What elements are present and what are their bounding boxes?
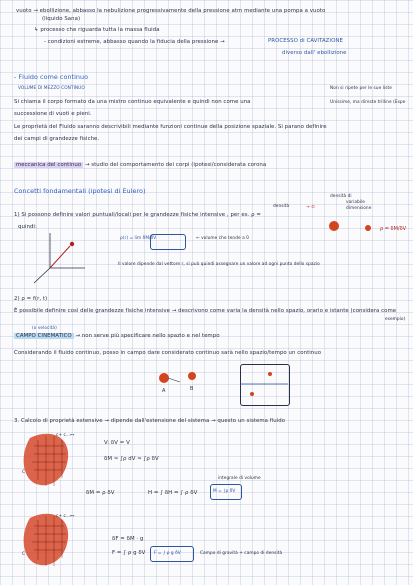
svg-text:A: A xyxy=(162,388,166,394)
density-label: densità xyxy=(273,204,290,209)
concepts-title: Concetti fondamentali (ipotesi di Eulero) xyxy=(14,187,146,195)
fluid-volume-sketch-1 xyxy=(20,428,80,498)
text-line-3: ↳ processo che riguarda tutta la massa fluida xyxy=(34,27,160,33)
concept-1-note: Il valore dipende dal vettore r, si può quindi assegnare un valore ad ogni punto dello spazio xyxy=(118,262,320,267)
equation-note-2: Campo di gravità + campo di densità xyxy=(200,551,283,556)
campo-line xyxy=(14,333,220,339)
paragraph-2: successione di vuoti e pieni. xyxy=(14,111,92,117)
continuum-mechanics-highlight: meccanica del continuo xyxy=(16,162,82,168)
concept-3-end: esempio) xyxy=(385,317,406,322)
concept-1-quindi: quindi: xyxy=(18,224,37,230)
process-title: PROCESSO di CAVITAZIONE xyxy=(268,38,343,44)
right-label-3: dimensione xyxy=(346,206,372,211)
axis-sketch xyxy=(30,228,90,288)
highlight-line xyxy=(14,162,266,168)
paragraph-1: Si chiama il corpo formato da una mistro continuo equivalente e quindi non come una xyxy=(14,99,251,105)
text-line-1: vuoto → ebollizione, abbasso la nebulizione progressivamente della pressione atm mediante una pompa a vuoto xyxy=(16,8,326,14)
volume-note: ← volume che tende a 0 xyxy=(196,236,249,241)
paragraph-3: Le proprietà del Fluido saranno descrivibili mediante funzioni continue della posizione spaziale. Si parano definire xyxy=(14,124,327,130)
equation-8: F = ∫ ρ g δV xyxy=(154,551,181,556)
text-line-4: - condizioni estreme, abbasso quando la fiducia della pressione → xyxy=(44,39,225,45)
campo-rest: → non serve più specificare nello spazio e nel tempo xyxy=(75,333,220,339)
equation-6: δF = δM · g xyxy=(112,536,144,542)
right-note-2: Unissime, ma direste trilline (Espe xyxy=(330,100,406,105)
process-subtitle: diverso dall' ebollizione xyxy=(282,50,347,56)
equation-note: integrale di volume xyxy=(218,476,261,481)
density-mark: → ⊙ xyxy=(306,205,315,210)
container-particles xyxy=(240,364,288,404)
equation-5: M = ∫ρ δV xyxy=(213,489,236,494)
section-3: 3. Calcolo di proprietà estensive → dipende dall'estensione del sistema → questo un sistema fluido xyxy=(14,418,286,424)
right-note-1: Non si ripete per le sue liste xyxy=(330,86,392,91)
label-c-2: C xyxy=(22,552,26,557)
equation-1: V: δV = V xyxy=(104,440,130,446)
right-label-2: variabile xyxy=(346,200,365,205)
label-c-1: C xyxy=(22,470,26,475)
svg-text:ρ = δM/δV: ρ = δM/δV xyxy=(380,226,407,232)
section-1-subtitle: VOLUME DI MEZZO CONTINUO xyxy=(18,86,85,91)
lim-formula: ρ(r) = lim δM/δV xyxy=(120,236,157,241)
concept-4: Considerando il fluido continuo, posso in campo dare considerato continuo sarà nello spazio/tempo un continuo xyxy=(14,350,322,356)
section-1-title: - Fluido come continuo xyxy=(14,73,89,81)
concept-1: 1) Si possono definire valori puntuali/locali per le grandezze fisiche intensive , per es. ρ = xyxy=(14,212,261,218)
equation-3: δM = ρ δV xyxy=(86,490,115,496)
svg-text:B: B xyxy=(190,386,194,392)
label-gt-2: c+ c...⊷ xyxy=(56,514,75,519)
particle-sketch xyxy=(150,360,220,400)
concept-3: È possibile definire così delle grandezze fisiche intensive → descrivono come varia la densità nello spazio, orario e istante (considera come xyxy=(14,308,397,314)
campo-superscript: (o velocità) xyxy=(32,326,57,331)
continuum-mechanics-rest: → studio del comportamento dei corpi (ipotesi/considerata corona xyxy=(84,162,267,168)
density-sketch xyxy=(320,214,407,244)
paragraph-4: dei campi di grandezze fisiche. xyxy=(14,136,100,142)
equation-4: H = ∫ δH = ∫ ρ δV xyxy=(148,490,198,496)
campo-cinematico-highlight: CAMPO CINEMATICO xyxy=(16,333,72,339)
text-line-2: (liquido Sana) xyxy=(42,16,81,22)
equation-2: δM ≈ ∫ρ dV ≈ ∫ρ δV xyxy=(104,456,159,462)
concept-2: 2) ρ = f(r, t) xyxy=(14,296,48,302)
label-gt-1: c+ c...⊷ xyxy=(56,433,75,438)
right-label-1: densità di xyxy=(330,194,352,199)
equation-7: F = ∫ ρ g δV xyxy=(112,550,146,556)
